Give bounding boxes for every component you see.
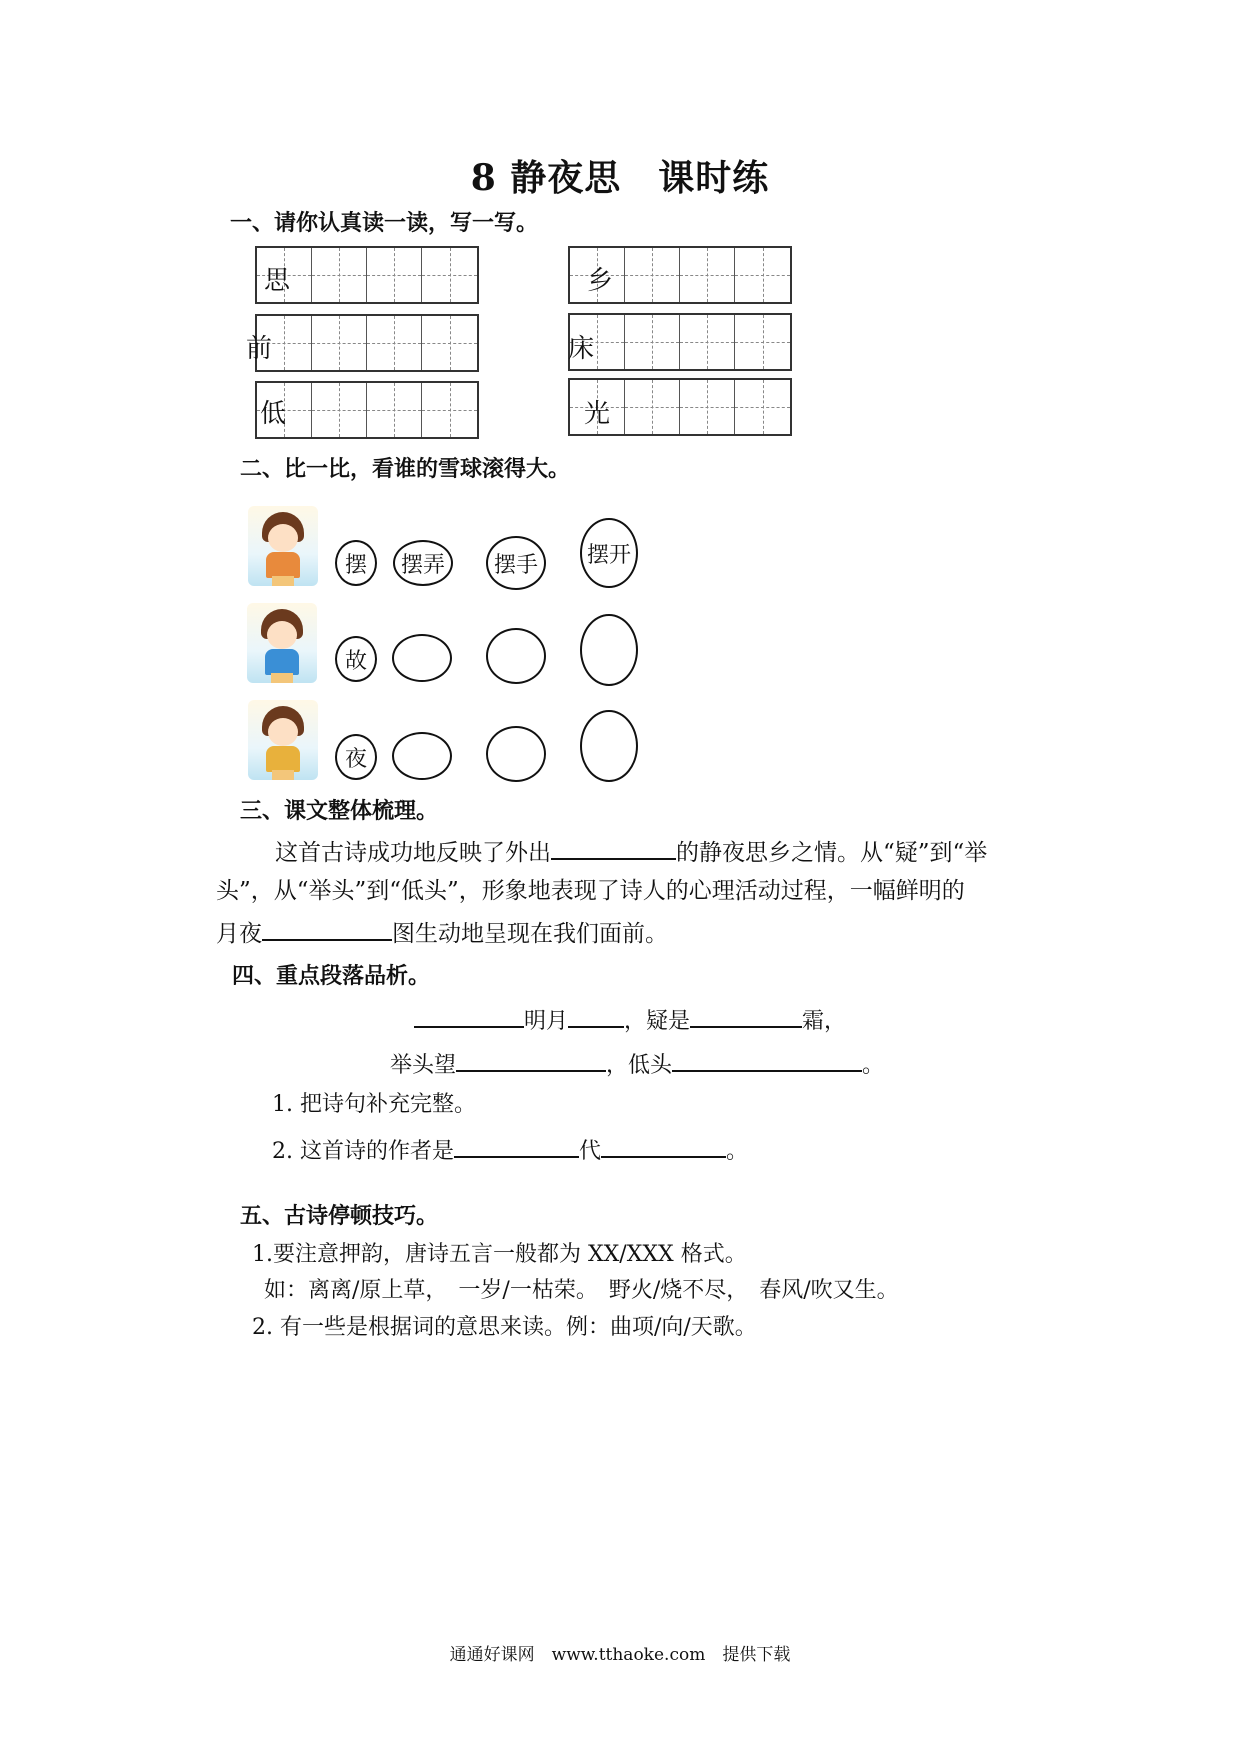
fill-blank[interactable] <box>414 1000 524 1028</box>
grid-char: 思 <box>264 266 291 296</box>
poem-line-1 <box>414 1000 846 1035</box>
tip-line-2: 2. 有一些是根据词的意思来读。例：曲项/向/天歌。 <box>252 1315 757 1340</box>
summary-text: 图生动地呈现在我们面前。 <box>392 921 668 947</box>
tip-example-line: 如：离离/原上草， 一岁/一枯荣。 野火/烧不尽， 春风/吹又生。 <box>264 1278 899 1303</box>
grid-char: 低 <box>260 399 287 429</box>
word-circle[interactable] <box>486 726 546 782</box>
poem-text: 。 <box>862 1053 885 1078</box>
tip-line-1: 1.要注意押韵，唐诗五言一般都为 XX/XXX 格式。 <box>252 1242 747 1267</box>
word-circle: 摆开 <box>580 518 638 588</box>
section2-heading: 二、比一比，看谁的雪球滚得大。 <box>240 456 571 482</box>
poem-line-2 <box>390 1044 884 1079</box>
girl-illustration <box>248 506 318 586</box>
grid-char: 乡 <box>587 266 614 296</box>
fill-blank[interactable] <box>454 1130 579 1158</box>
girl-illustration <box>248 700 318 780</box>
question-text: 代 <box>578 1139 601 1164</box>
fill-blank[interactable] <box>672 1044 862 1072</box>
word-circle: 摆手 <box>486 536 546 590</box>
girl-illustration <box>247 603 317 683</box>
fill-blank[interactable] <box>690 1000 802 1028</box>
section3-heading: 三、课文整体梳理。 <box>240 798 439 824</box>
writing-grid-row[interactable] <box>568 313 792 371</box>
section4-heading: 四、重点段落品析。 <box>232 963 431 989</box>
word-circle[interactable] <box>486 628 546 684</box>
poem-text: ，疑是 <box>624 1009 691 1034</box>
question-text: 2. 这首诗的作者是 <box>272 1139 454 1164</box>
page-title: 8 静夜思 课时练 <box>470 157 770 199</box>
word-circle[interactable] <box>392 732 452 780</box>
writing-grid-row[interactable] <box>255 314 479 372</box>
fill-blank[interactable] <box>456 1044 606 1072</box>
question-1: 1. 把诗句补充完整。 <box>272 1092 476 1117</box>
base-char-circle: 故 <box>335 636 377 682</box>
section5-heading: 五、古诗停顿技巧。 <box>240 1203 439 1229</box>
word-circle[interactable] <box>580 710 638 782</box>
poem-text: ，低头 <box>606 1053 673 1078</box>
summary-text: 月夜 <box>216 921 262 947</box>
word-circle: 摆弄 <box>393 540 453 586</box>
poem-text: 霜， <box>802 1009 847 1034</box>
grid-char: 前 <box>246 334 273 364</box>
base-char-circle: 夜 <box>335 734 377 780</box>
fill-blank[interactable] <box>551 832 676 860</box>
fill-blank[interactable] <box>601 1130 726 1158</box>
summary-line-1 <box>275 832 987 872</box>
base-char-circle: 摆 <box>335 540 377 586</box>
question-2 <box>272 1130 748 1165</box>
question-text: 。 <box>726 1139 749 1164</box>
writing-grid-row[interactable] <box>255 381 479 439</box>
page-footer: 通通好课网 www.tthaoke.com 提供下载 <box>449 1645 791 1665</box>
fill-blank[interactable] <box>568 1000 624 1028</box>
fill-blank[interactable] <box>262 913 392 941</box>
summary-text: 的静夜思乡之情。从“疑”到“举 <box>676 840 988 866</box>
poem-text: 明月 <box>524 1009 569 1034</box>
section1-heading: 一、请你认真读一读，写一写。 <box>230 210 539 236</box>
word-circle[interactable] <box>392 634 452 682</box>
summary-line-2: 头”，从“举头”到“低头”，形象地表现了诗人的心理活动过程，一幅鲜明的 <box>216 878 965 904</box>
summary-text: 这首古诗成功地反映了外出 <box>275 840 551 866</box>
grid-char: 床 <box>568 334 595 364</box>
summary-line-3 <box>216 913 668 953</box>
word-circle[interactable] <box>580 614 638 686</box>
grid-char: 光 <box>584 399 611 429</box>
poem-text: 举头望 <box>390 1053 457 1078</box>
